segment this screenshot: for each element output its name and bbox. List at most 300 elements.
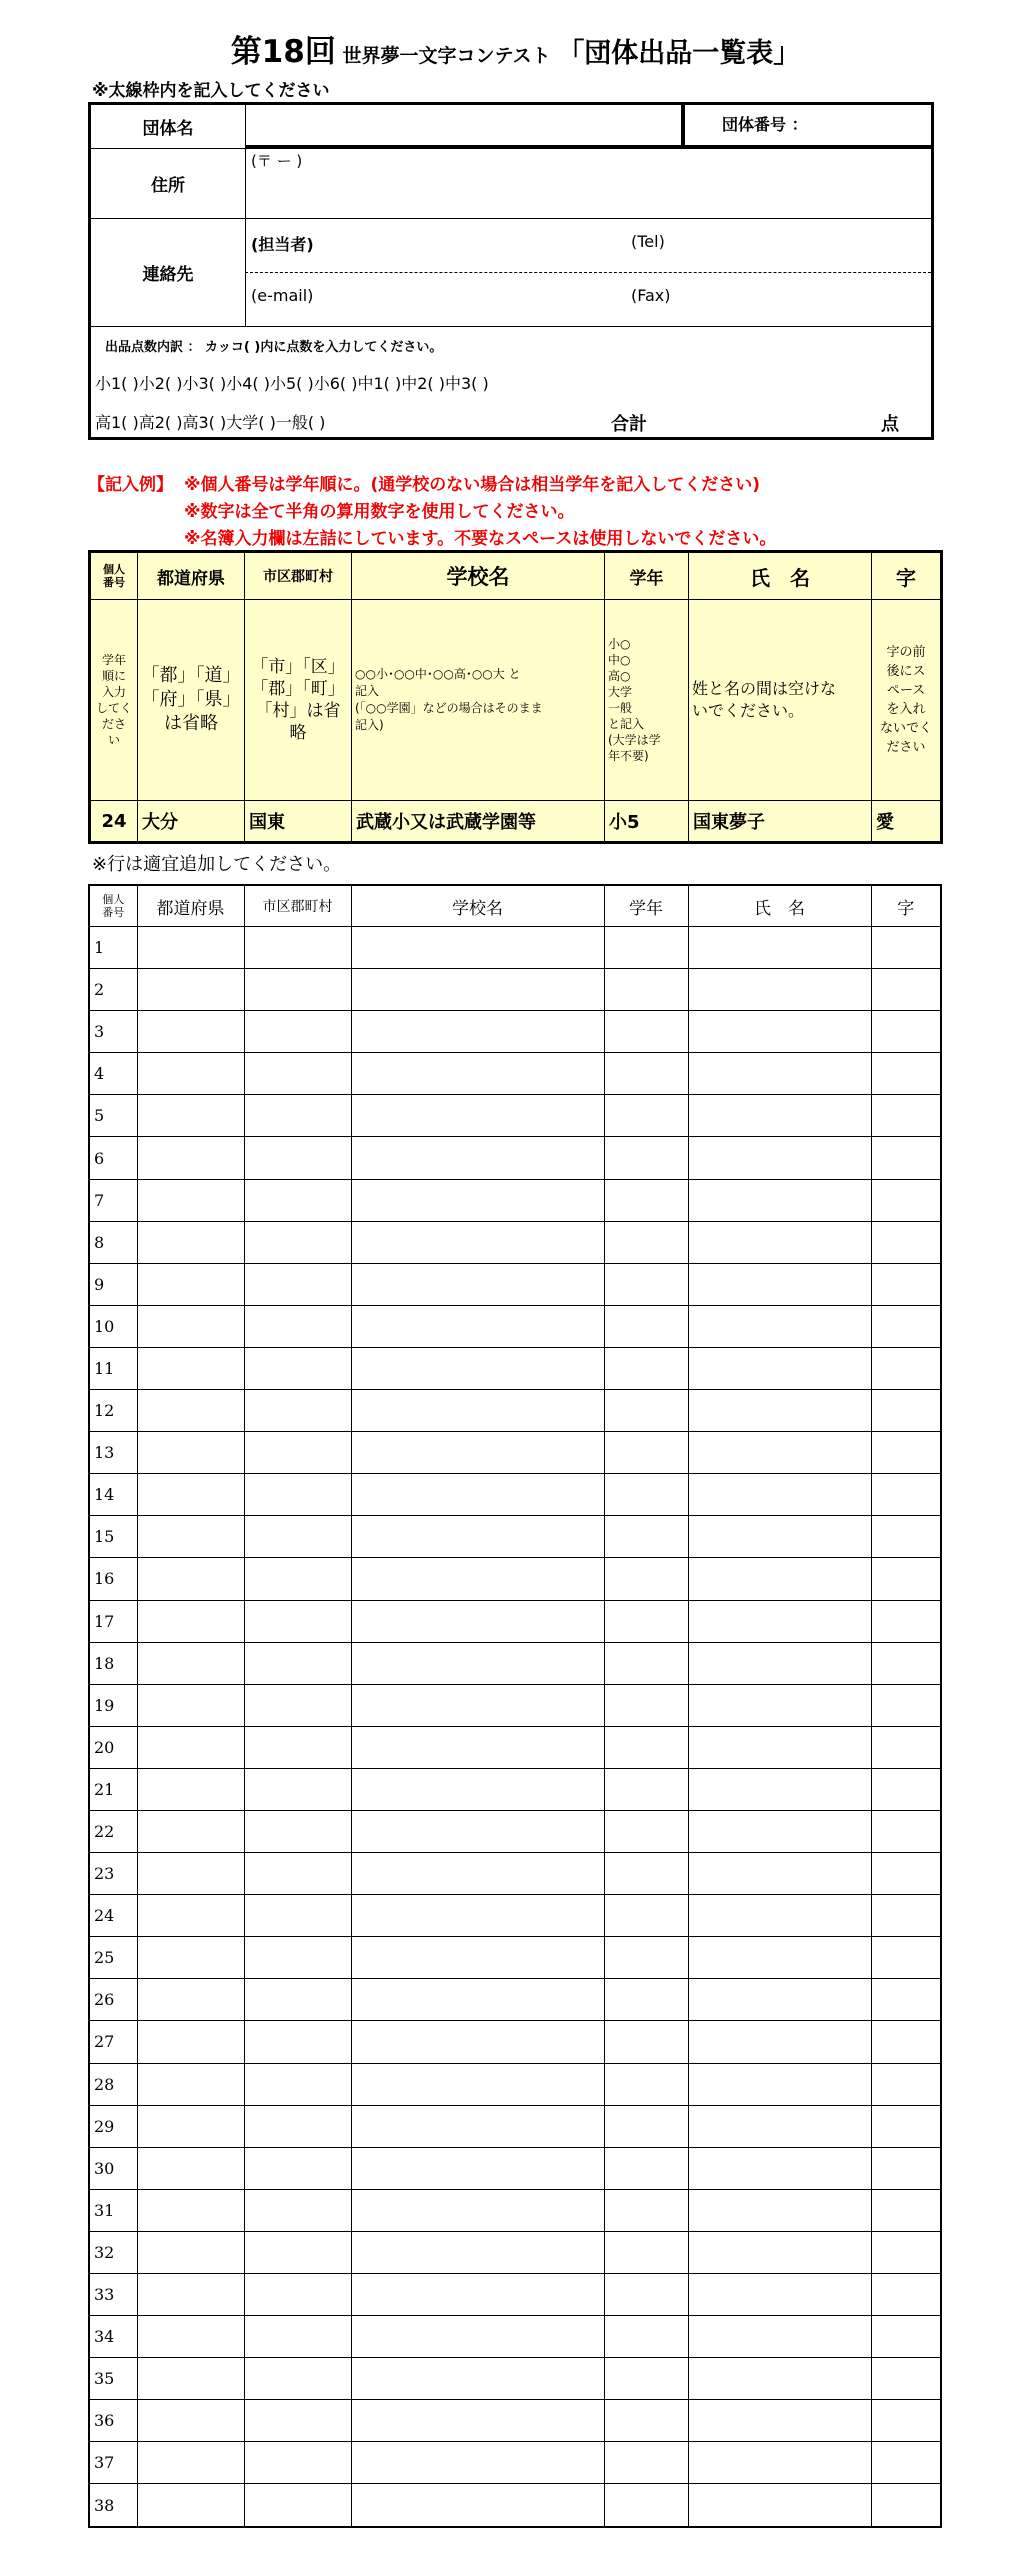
prefecture-cell[interactable] [137, 1895, 244, 1937]
example-header-grade: 学年 [605, 552, 689, 600]
school-cell[interactable] [351, 1432, 604, 1474]
title-form-name: 「団体出品一覧表」 [557, 38, 801, 69]
grade-cell[interactable] [604, 1305, 688, 1347]
character-cell[interactable] [871, 1768, 941, 1810]
name-cell[interactable] [688, 1600, 871, 1642]
city-cell[interactable] [244, 1179, 351, 1221]
prefecture-cell[interactable] [137, 2442, 244, 2484]
name-cell[interactable] [688, 1853, 871, 1895]
school-cell[interactable] [351, 1137, 604, 1179]
prefecture-cell[interactable] [137, 1937, 244, 1979]
character-cell[interactable] [871, 1558, 941, 1600]
city-cell[interactable] [244, 2400, 351, 2442]
prefecture-cell[interactable] [137, 1263, 244, 1305]
name-cell[interactable] [688, 2147, 871, 2189]
grade-cell[interactable] [604, 1263, 688, 1305]
counts-line-2[interactable]: 高1( )高2( )高3( )大学( )一般( ) [95, 413, 326, 432]
name-cell[interactable] [688, 1768, 871, 1810]
grade-cell[interactable] [604, 2400, 688, 2442]
prefecture-cell[interactable] [137, 2316, 244, 2358]
school-cell[interactable] [351, 1474, 604, 1516]
city-cell[interactable] [244, 2274, 351, 2316]
city-cell[interactable] [244, 1726, 351, 1768]
row-number: 13 [89, 1432, 137, 1474]
name-cell[interactable] [688, 2400, 871, 2442]
table-row [89, 1011, 941, 1053]
table-row [89, 2189, 941, 2231]
school-cell[interactable] [351, 1011, 604, 1053]
row-number: 1 [89, 927, 137, 969]
character-cell[interactable] [871, 2274, 941, 2316]
character-cell[interactable] [871, 969, 941, 1011]
city-cell[interactable] [244, 2063, 351, 2105]
school-cell[interactable] [351, 2442, 604, 2484]
prefecture-cell[interactable] [137, 969, 244, 1011]
prefecture-cell[interactable] [137, 1516, 244, 1558]
character-cell[interactable] [871, 1179, 941, 1221]
prefecture-cell[interactable] [137, 1053, 244, 1095]
name-cell[interactable] [688, 1221, 871, 1263]
character-cell[interactable] [871, 2442, 941, 2484]
example-desc-name: 姓と名の間は空けな いでください。 [689, 600, 872, 801]
example-desc-number: 学年 順に 入力 してく ださ い [90, 600, 138, 801]
table-row [89, 1053, 941, 1095]
grade-cell[interactable] [604, 1853, 688, 1895]
person-label: (担当者) [251, 235, 314, 254]
city-cell[interactable] [244, 1347, 351, 1389]
character-cell[interactable] [871, 1095, 941, 1137]
character-cell[interactable] [871, 2231, 941, 2273]
school-cell[interactable] [351, 1937, 604, 1979]
grade-cell[interactable] [604, 1979, 688, 2021]
character-cell[interactable] [871, 2189, 941, 2231]
school-cell[interactable] [351, 1221, 604, 1263]
row-number: 2 [89, 969, 137, 1011]
school-cell[interactable] [351, 1642, 604, 1684]
school-cell[interactable] [351, 1895, 604, 1937]
prefecture-cell[interactable] [137, 2231, 244, 2273]
city-cell[interactable] [244, 1768, 351, 1810]
school-cell[interactable] [351, 1305, 604, 1347]
city-cell[interactable] [244, 1305, 351, 1347]
name-cell[interactable] [688, 1390, 871, 1432]
city-cell[interactable] [244, 927, 351, 969]
character-cell[interactable] [871, 1432, 941, 1474]
character-cell[interactable] [871, 1347, 941, 1389]
prefecture-cell[interactable] [137, 1810, 244, 1852]
city-cell[interactable] [244, 1558, 351, 1600]
address-field[interactable] [246, 148, 931, 218]
table-row [89, 1895, 941, 1937]
prefecture-cell[interactable] [137, 1095, 244, 1137]
city-cell[interactable] [244, 1095, 351, 1137]
city-cell[interactable] [244, 2316, 351, 2358]
grade-cell[interactable] [604, 2316, 688, 2358]
school-cell[interactable] [351, 1516, 604, 1558]
name-cell[interactable] [688, 1642, 871, 1684]
school-cell[interactable] [351, 2231, 604, 2273]
entry-table [88, 884, 942, 2528]
school-cell[interactable] [351, 1600, 604, 1642]
character-cell[interactable] [871, 1684, 941, 1726]
name-cell[interactable] [688, 1979, 871, 2021]
city-cell[interactable] [244, 1642, 351, 1684]
row-number: 6 [89, 1137, 137, 1179]
character-cell[interactable] [871, 1137, 941, 1179]
city-cell[interactable] [244, 2147, 351, 2189]
city-cell[interactable] [244, 1263, 351, 1305]
name-cell[interactable] [688, 1095, 871, 1137]
email-label: (e-mail) [251, 286, 314, 305]
example-header-city: 市区郡町村 [245, 552, 352, 600]
grade-cell[interactable] [604, 2274, 688, 2316]
example-note-2: ※数字は全て半角の算用数字を使用してください。 [184, 502, 575, 522]
table-row [89, 1347, 941, 1389]
counts-line-1[interactable]: 小1( )小2( )小3( )小4( )小5( )小6( )中1( )中2( )中3( ) [95, 374, 489, 393]
prefecture-cell[interactable] [137, 1768, 244, 1810]
school-cell[interactable] [351, 2358, 604, 2400]
city-cell[interactable] [244, 1684, 351, 1726]
character-cell[interactable] [871, 2316, 941, 2358]
table-row [89, 2105, 941, 2147]
prefecture-cell[interactable] [137, 1347, 244, 1389]
name-cell[interactable] [688, 927, 871, 969]
school-cell[interactable] [351, 1810, 604, 1852]
name-cell[interactable] [688, 1937, 871, 1979]
prefecture-cell[interactable] [137, 1853, 244, 1895]
row-number: 5 [89, 1095, 137, 1137]
table-row [89, 1179, 941, 1221]
row-number: 16 [89, 1558, 137, 1600]
city-cell[interactable] [244, 1390, 351, 1432]
table-row [89, 2274, 941, 2316]
prefecture-cell[interactable] [137, 1726, 244, 1768]
grade-cell[interactable] [604, 1768, 688, 1810]
row-number: 34 [89, 2316, 137, 2358]
table-row [89, 1937, 941, 1979]
prefecture-cell[interactable] [137, 2400, 244, 2442]
grade-cell[interactable] [604, 2021, 688, 2063]
grade-cell[interactable] [604, 1011, 688, 1053]
table-row [89, 2063, 941, 2105]
prefecture-cell[interactable] [137, 1432, 244, 1474]
prefecture-cell[interactable] [137, 1390, 244, 1432]
school-cell[interactable] [351, 1684, 604, 1726]
name-cell[interactable] [688, 969, 871, 1011]
school-cell[interactable] [351, 1768, 604, 1810]
city-cell[interactable] [244, 1137, 351, 1179]
city-cell[interactable] [244, 2442, 351, 2484]
row-number: 30 [89, 2147, 137, 2189]
prefecture-cell[interactable] [137, 1221, 244, 1263]
row-number: 36 [89, 2400, 137, 2442]
school-cell[interactable] [351, 1053, 604, 1095]
name-cell[interactable] [688, 1053, 871, 1095]
table-row [89, 969, 941, 1011]
name-cell[interactable] [688, 1179, 871, 1221]
fax-label: (Fax) [631, 286, 671, 305]
grade-cell[interactable] [604, 2231, 688, 2273]
school-cell[interactable] [351, 2400, 604, 2442]
prefecture-cell[interactable] [137, 1137, 244, 1179]
school-cell[interactable] [351, 1853, 604, 1895]
grade-cell[interactable] [604, 1095, 688, 1137]
character-cell[interactable] [871, 1516, 941, 1558]
city-cell[interactable] [244, 2105, 351, 2147]
grade-cell[interactable] [604, 2063, 688, 2105]
prefecture-cell[interactable] [137, 2358, 244, 2400]
city-cell[interactable] [244, 2484, 351, 2527]
row-number: 11 [89, 1347, 137, 1389]
prefecture-cell[interactable] [137, 1558, 244, 1600]
city-cell[interactable] [244, 2231, 351, 2273]
prefecture-cell[interactable] [137, 1979, 244, 2021]
example-label: 【記入例】 [88, 475, 173, 495]
prefecture-cell[interactable] [137, 2021, 244, 2063]
grade-cell[interactable] [604, 1347, 688, 1389]
name-cell[interactable] [688, 1432, 871, 1474]
city-cell[interactable] [244, 1979, 351, 2021]
character-cell[interactable] [871, 2063, 941, 2105]
row-number: 24 [89, 1895, 137, 1937]
prefecture-cell[interactable] [137, 1305, 244, 1347]
grade-cell[interactable] [604, 1432, 688, 1474]
character-cell[interactable] [871, 1263, 941, 1305]
contact-label: 連絡先 [91, 218, 246, 326]
school-cell[interactable] [351, 2274, 604, 2316]
example-sample-city: 国東 [245, 801, 352, 843]
table-row [89, 1390, 941, 1432]
city-cell[interactable] [244, 1432, 351, 1474]
grade-cell[interactable] [604, 2484, 688, 2527]
name-cell[interactable] [688, 1011, 871, 1053]
city-cell[interactable] [244, 2189, 351, 2231]
grade-cell[interactable] [604, 1137, 688, 1179]
prefecture-cell[interactable] [137, 2105, 244, 2147]
name-cell[interactable] [688, 2358, 871, 2400]
city-cell[interactable] [244, 1853, 351, 1895]
character-cell[interactable] [871, 1642, 941, 1684]
table-row [89, 2147, 941, 2189]
grade-cell[interactable] [604, 1474, 688, 1516]
school-cell[interactable] [351, 1263, 604, 1305]
example-header-prefecture: 都道府県 [138, 552, 245, 600]
row-number: 27 [89, 2021, 137, 2063]
school-cell[interactable] [351, 2063, 604, 2105]
example-sample-character: 愛 [872, 801, 942, 843]
tel-label: (Tel) [631, 232, 665, 251]
city-cell[interactable] [244, 2021, 351, 2063]
row-number: 9 [89, 1263, 137, 1305]
prefecture-cell[interactable] [137, 2274, 244, 2316]
prefecture-cell[interactable] [137, 2147, 244, 2189]
school-cell[interactable] [351, 2316, 604, 2358]
city-cell[interactable] [244, 1474, 351, 1516]
grade-cell[interactable] [604, 1895, 688, 1937]
school-cell[interactable] [351, 1390, 604, 1432]
grade-cell[interactable] [604, 2105, 688, 2147]
grade-cell[interactable] [604, 1221, 688, 1263]
character-cell[interactable] [871, 2358, 941, 2400]
prefecture-cell[interactable] [137, 1474, 244, 1516]
character-cell[interactable] [871, 1221, 941, 1263]
character-cell[interactable] [871, 2021, 941, 2063]
prefecture-cell[interactable] [137, 2063, 244, 2105]
school-cell[interactable] [351, 1558, 604, 1600]
row-number: 25 [89, 1937, 137, 1979]
address-label: 住所 [91, 148, 246, 218]
grade-cell[interactable] [604, 927, 688, 969]
name-cell[interactable] [688, 2442, 871, 2484]
grade-cell[interactable] [604, 1390, 688, 1432]
table-row [89, 2400, 941, 2442]
school-cell[interactable] [351, 2189, 604, 2231]
name-cell[interactable] [688, 2231, 871, 2273]
school-cell[interactable] [351, 1979, 604, 2021]
example-description-row [90, 600, 942, 801]
character-cell[interactable] [871, 2400, 941, 2442]
school-cell[interactable] [351, 2147, 604, 2189]
city-cell[interactable] [244, 1600, 351, 1642]
name-cell[interactable] [688, 1726, 871, 1768]
school-cell[interactable] [351, 969, 604, 1011]
prefecture-cell[interactable] [137, 1684, 244, 1726]
example-desc-school: ○○小･○○中･○○高･○○大 と 記入 (「○○学園」などの場合はそのまま 記入) [352, 600, 605, 801]
name-cell[interactable] [688, 1558, 871, 1600]
school-cell[interactable] [351, 1726, 604, 1768]
count-note: 出品点数内訳 ： カッコ( )内に点数を入力してください。 [105, 340, 443, 355]
example-desc-character: 字の前 後にス ペース を入れ ないでく ださい [872, 600, 942, 801]
character-cell[interactable] [871, 1053, 941, 1095]
character-cell[interactable] [871, 927, 941, 969]
city-cell[interactable] [244, 1810, 351, 1852]
grade-cell[interactable] [604, 1810, 688, 1852]
city-cell[interactable] [244, 1937, 351, 1979]
name-cell[interactable] [688, 2021, 871, 2063]
name-cell[interactable] [688, 2274, 871, 2316]
name-cell[interactable] [688, 2316, 871, 2358]
grade-cell[interactable] [604, 1684, 688, 1726]
school-cell[interactable] [351, 1179, 604, 1221]
page-title [0, 26, 1031, 71]
character-cell[interactable] [871, 1726, 941, 1768]
school-cell[interactable] [351, 1347, 604, 1389]
character-cell[interactable] [871, 1853, 941, 1895]
grade-cell[interactable] [604, 2442, 688, 2484]
count-section [91, 326, 931, 437]
instruction-note: ※太線枠内を記入してください [92, 81, 330, 101]
prefecture-cell[interactable] [137, 2189, 244, 2231]
prefecture-cell[interactable] [137, 927, 244, 969]
group-info-box [88, 102, 934, 440]
name-cell[interactable] [688, 2063, 871, 2105]
city-cell[interactable] [244, 2358, 351, 2400]
name-cell[interactable] [688, 1263, 871, 1305]
grade-cell[interactable] [604, 2358, 688, 2400]
character-cell[interactable] [871, 1011, 941, 1053]
grade-cell[interactable] [604, 1726, 688, 1768]
character-cell[interactable] [871, 2105, 941, 2147]
row-number: 32 [89, 2231, 137, 2273]
name-cell[interactable] [688, 1516, 871, 1558]
row-number: 15 [89, 1516, 137, 1558]
name-cell[interactable] [688, 1895, 871, 1937]
character-cell[interactable] [871, 1474, 941, 1516]
grade-cell[interactable] [604, 2147, 688, 2189]
name-cell[interactable] [688, 1305, 871, 1347]
character-cell[interactable] [871, 2484, 941, 2527]
entry-header-school: 学校名 [351, 885, 604, 927]
grade-cell[interactable] [604, 1642, 688, 1684]
character-cell[interactable] [871, 1305, 941, 1347]
character-cell[interactable] [871, 1979, 941, 2021]
name-cell[interactable] [688, 1684, 871, 1726]
character-cell[interactable] [871, 1895, 941, 1937]
rows-note: ※行は適宜追加してください。 [92, 854, 342, 875]
name-cell[interactable] [688, 1137, 871, 1179]
points-label: 点 [881, 414, 899, 435]
school-cell[interactable] [351, 2105, 604, 2147]
name-cell[interactable] [688, 2105, 871, 2147]
example-desc-grade: 小○ 中○ 高○ 大学 一般 と記入 (大学は学 年不要) [605, 600, 689, 801]
school-cell[interactable] [351, 927, 604, 969]
character-cell[interactable] [871, 2147, 941, 2189]
prefecture-cell[interactable] [137, 1642, 244, 1684]
prefecture-cell[interactable] [137, 2484, 244, 2527]
name-cell[interactable] [688, 1347, 871, 1389]
address-row [91, 148, 931, 219]
name-cell[interactable] [688, 2189, 871, 2231]
table-row [89, 2484, 941, 2527]
row-number: 22 [89, 1810, 137, 1852]
name-cell[interactable] [688, 1474, 871, 1516]
prefecture-cell[interactable] [137, 1011, 244, 1053]
group-name-field[interactable] [245, 102, 685, 148]
city-cell[interactable] [244, 1221, 351, 1263]
prefecture-cell[interactable] [137, 1179, 244, 1221]
character-cell[interactable] [871, 1390, 941, 1432]
city-cell[interactable] [244, 1053, 351, 1095]
character-cell[interactable] [871, 1600, 941, 1642]
school-cell[interactable] [351, 2484, 604, 2527]
row-number: 31 [89, 2189, 137, 2231]
grade-cell[interactable] [604, 1558, 688, 1600]
grade-cell[interactable] [604, 1179, 688, 1221]
grade-cell[interactable] [604, 969, 688, 1011]
grade-cell[interactable] [604, 1600, 688, 1642]
table-row [89, 1726, 941, 1768]
character-cell[interactable] [871, 1937, 941, 1979]
row-number: 29 [89, 2105, 137, 2147]
entry-header-city: 市区郡町村 [244, 885, 351, 927]
grade-cell[interactable] [604, 1516, 688, 1558]
grade-cell[interactable] [604, 2189, 688, 2231]
grade-cell[interactable] [604, 1937, 688, 1979]
character-cell[interactable] [871, 1810, 941, 1852]
city-cell[interactable] [244, 1516, 351, 1558]
name-cell[interactable] [688, 2484, 871, 2527]
school-cell[interactable] [351, 2021, 604, 2063]
grade-cell[interactable] [604, 1053, 688, 1095]
city-cell[interactable] [244, 969, 351, 1011]
group-number-field[interactable] [681, 102, 934, 148]
table-row [89, 1768, 941, 1810]
prefecture-cell[interactable] [137, 1600, 244, 1642]
name-cell[interactable] [688, 1810, 871, 1852]
city-cell[interactable] [244, 1895, 351, 1937]
city-cell[interactable] [244, 1011, 351, 1053]
school-cell[interactable] [351, 1095, 604, 1137]
